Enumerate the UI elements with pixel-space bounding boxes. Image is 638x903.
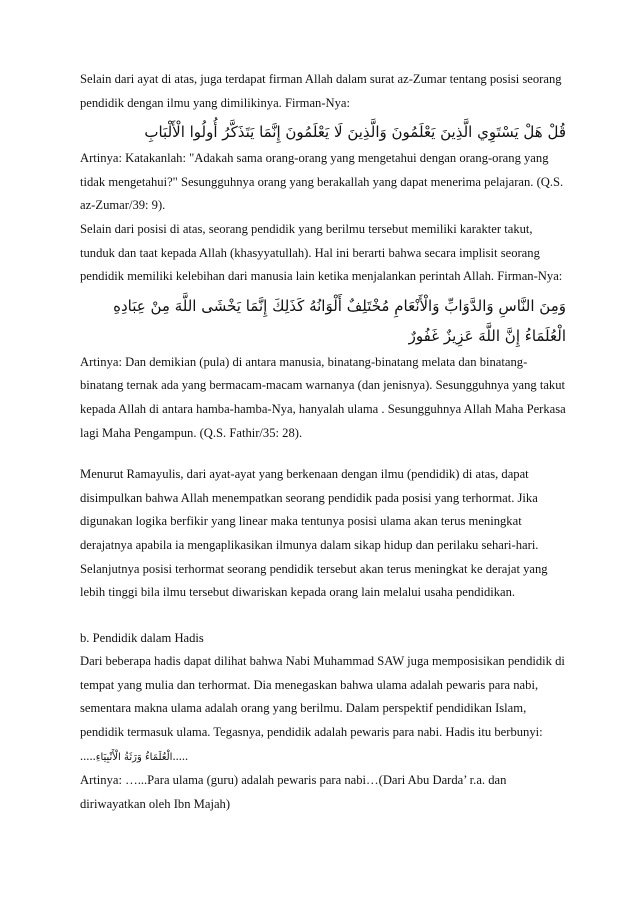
hadith-ellipsis-start: ..... — [80, 748, 96, 763]
paragraph-gap — [80, 605, 566, 627]
paragraph-ramayulis: Menurut Ramayulis, dari ayat-ayat yang berkenaan dengan ilmu (pendidik) di atas, dapat disimpulkan bahwa Allah menempatkan seorang pendidik pada posisi yang terhormat. Jika digunakan logika berfikir yang linear maka tentunya posisi ulama akan terus meningkat derajatnya apabila ia mengaplikasikan ilmunya dalam sikap hidup dan perilaku sehari-hari. Selanjutnya posisi terhormat seorang pendidik tersebut akan terus meningkat ke derajat yang lebih tinggi bila ilmu tersebut diwariskan kepada orang lain melalui usaha pendidikan. — [80, 467, 548, 600]
hadith-quote-line — [80, 745, 566, 770]
paragraph-intro-zumar: Selain dari ayat di atas, juga terdapat firman Allah dalam surat az-Zumar tentang posisi seorang pendidik dengan ilmu yang dimilikinya. Firman-Nya: — [80, 72, 562, 110]
paragraph-hadith-translation: Artinya: …...Para ulama (guru) adalah pewaris para nabi…(Dari Abu Darda’ r.a. dan diriwayatkan oleh Ibn Majah) — [80, 773, 507, 811]
paragraph-translation-fathir: Artinya: Dan demikian (pula) di antara manusia, binatang-binatang melata dan binatang-binatang ternak ada yang bermacam-macam warnanya (dan jenisnya). Sesungguhnya yang takut kepada Allah di antara hamba-hamba-Nya, hanyalah ulama . Sesungguhnya Allah Maha Perkasa lagi Maha Pengampun. (Q.S. Fathir/35: 28). — [80, 354, 566, 440]
arabic-verse-zumar: قُلْ هَلْ يَسْتَوِي الَّذِينَ يَعْلَمُونَ وَالَّذِينَ لَا يَعْلَمُونَ إِنَّمَا يَتَذَكَّرُ أُولُوا الْأَلْبَابِ — [144, 123, 566, 142]
arabic-verse-fathir: وَمِنَ النَّاسِ وَالدَّوَابِّ وَالْأَنْعَامِ مُخْتَلِفٌ أَلْوَانُهُ كَذَلِكَ إِنَّمَا يَخْشَى اللَّهَ مِنْ عِبَادِهِ الْعُلَمَاءُ إِنَّ اللَّهَ عَزِيزٌ غَفُورٌ — [113, 296, 566, 345]
hadith-ellipsis-end: ..... — [172, 748, 189, 763]
document-body — [80, 68, 566, 816]
hadith-arabic-text: الْعُلَمَاءُ وَرَثَةُ الْأَنْبِيَاءِ — [95, 751, 173, 763]
paragraph-translation-zumar: Artinya: Katakanlah: "Adakah sama orang-orang yang mengetahui dengan orang-orang yang tidak mengetahui?" Sesungguhnya orang yang berakallah yang dapat menerima pelajaran. (Q.S. az-Zumar/39: 9). — [80, 151, 564, 213]
paragraph-khasyyatullah: Selain dari posisi di atas, seorang pendidik yang berilmu tersebut memiliki karakter takut, tunduk dan taat kepada Allah (khasyyatullah). Hal ini berarti bahwa secara implisit seorang pendidik memiliki kelebihan dari manusia lain ketika menjalankan perintah Allah. Firman-Nya: — [80, 221, 563, 284]
section-heading-hadis: b. Pendidik dalam Hadis — [80, 630, 204, 645]
paragraph-gap — [80, 445, 566, 463]
paragraph-hadis-intro: Dari beberapa hadis dapat dilihat bahwa Nabi Muhammad SAW juga memposisikan pendidik di tempat yang mulia dan terhormat. Dia menegaskan bahwa ulama adalah pewaris para nabi, sementara makna ulama adalah orang yang berilmu. Dalam perspektif pendidikan Islam, pendidik termasuk ulama. Tegasnya, pendidik adalah pewaris para nabi. Hadis itu berbunyi: — [80, 654, 565, 740]
